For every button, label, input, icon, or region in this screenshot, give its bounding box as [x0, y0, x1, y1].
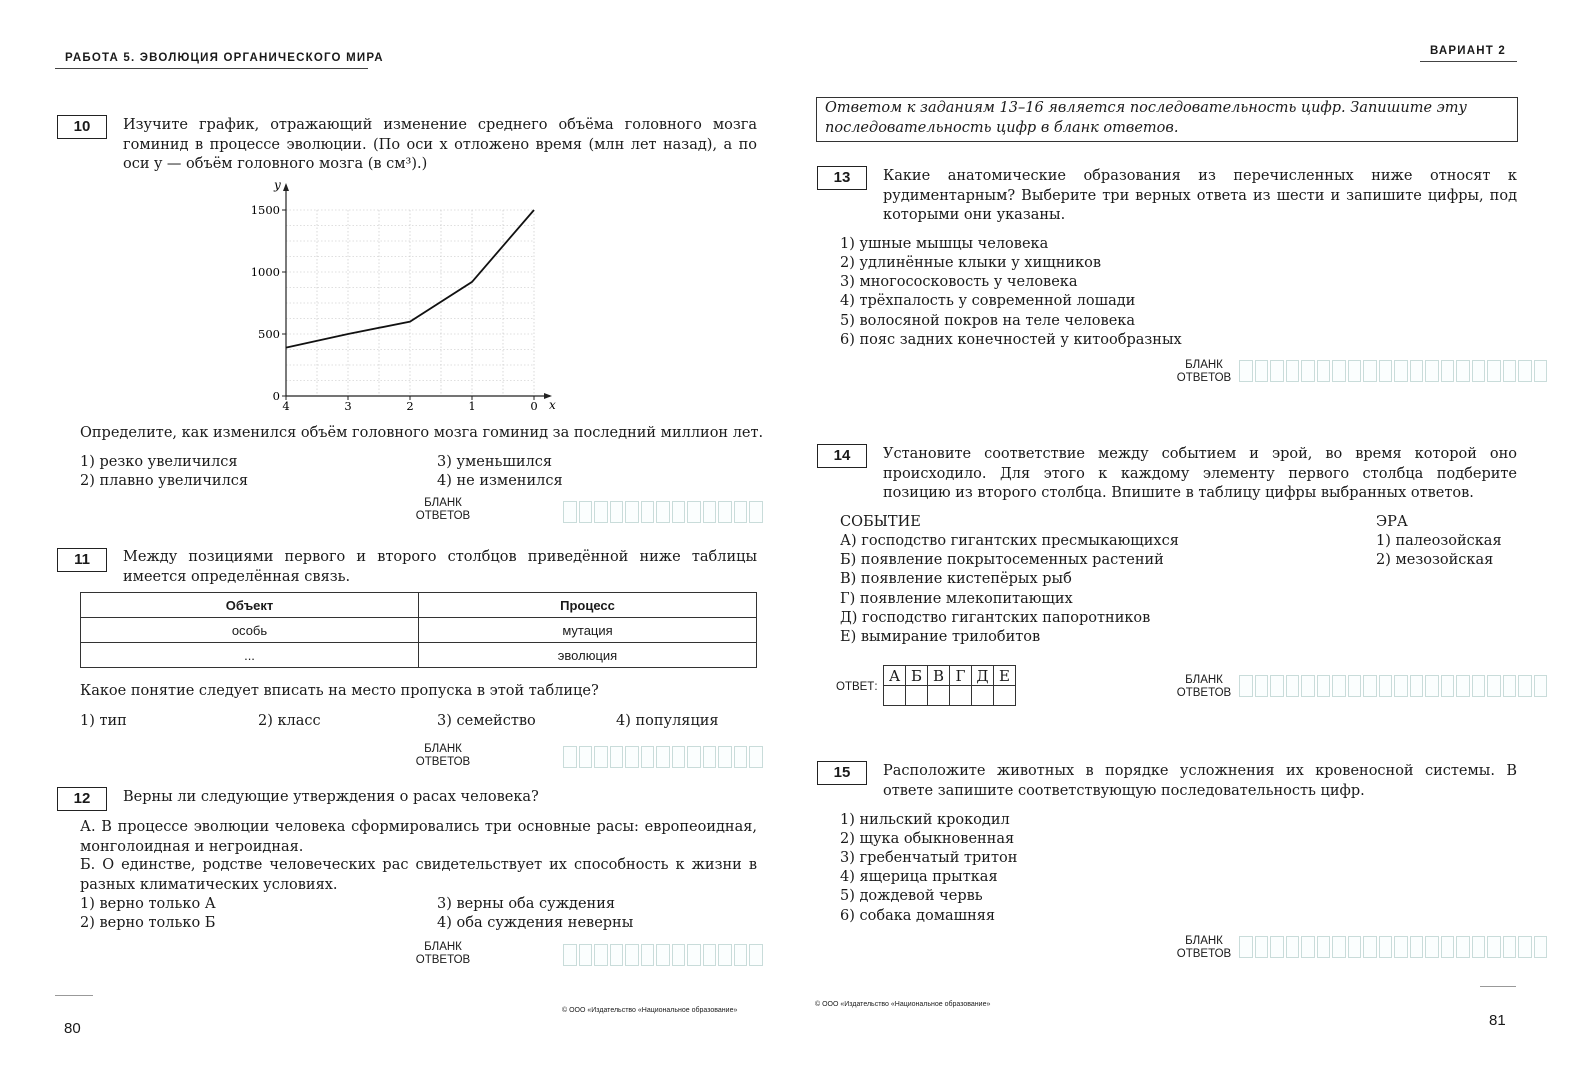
task-13-option-6: 6) пояс задних конечностей у китообразных: [840, 332, 1182, 348]
task-12-statement-a: А. В процессе эволюции человека сформировались три основные расы: европеоидная, монголоидная и негроидная.: [80, 819, 757, 855]
task-number-10: 10: [57, 115, 107, 139]
task-10-text: Изучите график, отражающий изменение среднего объёма головного мозга гоминид в процессе эволюции. (По оси x отложено время (млн лет назад), а по оси y — объём головного мозга (в см³).): [123, 117, 757, 172]
task-11-option-2: 2) класс: [258, 713, 321, 729]
task-15-option-5: 5) дождевой червь: [840, 888, 983, 904]
task-12-option-3: 3) верны оба суждения: [437, 896, 616, 912]
task-13-option-1: 1) ушные мышцы человека: [840, 236, 1049, 252]
chart-grid: [286, 210, 534, 396]
answer-letter: Б: [906, 666, 928, 686]
task-14-event-c: В) появление кистепёрых рыб: [840, 571, 1072, 587]
table-header-process: Процесс: [419, 593, 757, 618]
task-number-14: 14: [817, 444, 867, 468]
answer-blank-label-14: БЛАНК ОТВЕТОВ: [1176, 674, 1232, 699]
answer-cell[interactable]: [884, 686, 906, 706]
y-axis-arrow: [283, 183, 289, 191]
table-header-object: Объект: [81, 593, 419, 618]
answer-letter: В: [928, 666, 950, 686]
task-13-text: Какие анатомические образования из перечисленных ниже относят к рудиментарным? Выберите три верных ответа из шести и запишите цифры, под которыми они указаны.: [883, 168, 1517, 223]
answer-blank-label-15: БЛАНК ОТВЕТОВ: [1176, 935, 1232, 960]
task-15-option-6: 6) собака домашняя: [840, 908, 996, 924]
task-12-text: Верны ли следующие утверждения о расах человека?: [123, 789, 539, 805]
answer-blank-label-13: БЛАНК ОТВЕТОВ: [1176, 359, 1232, 384]
task-15-option-3: 3) гребенчатый тритон: [840, 850, 1018, 866]
x-axis-label: x: [549, 398, 556, 412]
task-number-11: 11: [57, 548, 107, 572]
task-11-table: [80, 592, 757, 668]
task-12-option-4: 4) оба суждения неверны: [437, 915, 634, 931]
left-footer-rule: [55, 995, 93, 996]
task-14-event-f: Е) вымирание трилобитов: [840, 629, 1041, 645]
answer-cells-12[interactable]: [563, 944, 765, 966]
answer-cell[interactable]: [972, 686, 994, 706]
answer-letter: Д: [972, 666, 994, 686]
task-10-option-3: 3) уменьшился: [437, 454, 553, 470]
task-13-option-4: 4) трёхпалость у современной лошади: [840, 293, 1136, 309]
task-14-era-1: 1) палеозойская: [1376, 533, 1502, 549]
task-13-option-5: 5) волосяной покров на теле человека: [840, 313, 1135, 329]
copyright-left: © ООО «Издательство «Национальное образование»: [562, 1007, 738, 1014]
right-header-rule: [1420, 61, 1517, 62]
table-row: [81, 643, 757, 668]
answer-blank-label-11: БЛАНК ОТВЕТОВ: [415, 743, 471, 768]
task-10-option-4: 4) не изменился: [437, 473, 563, 489]
task-13-option-3: 3) многососковость у человека: [840, 274, 1078, 290]
task-11-option-1: 1) тип: [80, 713, 127, 729]
task-15-option-4: 4) ящерица прыткая: [840, 869, 998, 885]
task-10-option-1: 1) резко увеличился: [80, 454, 238, 470]
table-row: [81, 618, 757, 643]
answer-cell[interactable]: [950, 686, 972, 706]
answer-cell[interactable]: [994, 686, 1016, 706]
y-tick-label: 500: [258, 327, 280, 341]
chart-ticks: [251, 178, 556, 413]
instruction-notice: Ответом к заданиям 13–16 является последовательность цифр. Запишите эту последовательность цифр в бланк ответов.: [816, 97, 1518, 142]
task-12-option-2: 2) верно только Б: [80, 915, 216, 931]
task-15-option-1: 1) нильский крокодил: [840, 812, 1010, 828]
task-14-col2-title: ЭРА: [1376, 514, 1408, 530]
table-cell: особь: [81, 618, 419, 643]
task-14-col1-title: СОБЫТИЕ: [840, 514, 921, 530]
task-14-event-e: Д) господство гигантских папоротников: [840, 610, 1151, 626]
table-cell: мутация: [419, 618, 757, 643]
x-tick-label: 0: [530, 399, 538, 413]
task-number-15: 15: [817, 761, 867, 785]
answer-cells-11[interactable]: [563, 746, 765, 768]
y-tick-label: 1500: [250, 203, 280, 217]
page-number-left: 80: [64, 1020, 81, 1037]
page-number-right: 81: [1489, 1012, 1506, 1029]
answer-blank-label-10: БЛАНК ОТВЕТОВ: [415, 497, 471, 522]
right-footer-rule: [1480, 986, 1516, 987]
answer-cells-10[interactable]: [563, 501, 765, 523]
task-12-option-1: 1) верно только А: [80, 896, 216, 912]
task-10-question: Определите, как изменился объём головного мозга гоминид за последний миллион лет.: [80, 425, 764, 441]
task-14-event-d: Г) появление млекопитающих: [840, 591, 1073, 607]
task-14-text: Установите соответствие между событием и эрой, во время которой оно происходило. Для этого к каждому элементу первого столбца подберите позицию из второго столбца. Впишите в таблицу цифры выбранных ответов.: [883, 446, 1517, 501]
task-12-statement-b: Б. О единстве, родстве человеческих рас свидетельствует их способность к жизни в разных климатических условиях.: [80, 857, 757, 893]
x-tick-label: 1: [468, 399, 476, 413]
task-14-event-a: А) господство гигантских пресмыкающихся: [840, 533, 1179, 549]
table-cell: эволюция: [419, 643, 757, 668]
answer-cells-15[interactable]: [1239, 936, 1549, 958]
answer-letter: Е: [994, 666, 1016, 686]
y-tick-label: 1000: [250, 265, 280, 279]
task-14-era-2: 2) мезозойская: [1376, 552, 1494, 568]
task-11-option-4: 4) популяция: [616, 713, 719, 729]
task-number-12: 12: [57, 787, 107, 811]
chart-axes: [283, 183, 552, 399]
right-running-header: ВАРИАНТ 2: [1430, 45, 1506, 57]
brain-volume-chart: [240, 175, 570, 415]
left-running-header: РАБОТА 5. ЭВОЛЮЦИЯ ОРГАНИЧЕСКОГО МИРА: [65, 52, 384, 64]
task-13-option-2: 2) удлинённые клыки у хищников: [840, 255, 1102, 271]
task-10-option-2: 2) плавно увеличился: [80, 473, 249, 489]
answer-cell[interactable]: [928, 686, 950, 706]
task-15-option-2: 2) щука обыкновенная: [840, 831, 1015, 847]
copyright-right: © ООО «Издательство «Национальное образование»: [815, 1001, 991, 1008]
answer-cell[interactable]: [906, 686, 928, 706]
y-tick-label: 0: [272, 389, 280, 403]
answer-letter: Г: [950, 666, 972, 686]
answer-letter: А: [884, 666, 906, 686]
x-tick-label: 3: [344, 399, 352, 413]
task-11-text: Между позициями первого и второго столбцов приведённой ниже таблицы имеется определённая связь.: [123, 549, 757, 585]
task-14-answer-grid: [883, 665, 1016, 706]
x-tick-label: 2: [406, 399, 414, 413]
task-number-13: 13: [817, 166, 867, 190]
task-15-text: Расположите животных в порядке усложнения их кровеносной системы. В ответе запишите соответствующую последовательность цифр.: [883, 763, 1517, 799]
y-axis-label: y: [274, 178, 281, 192]
answer-cells-14[interactable]: [1239, 675, 1549, 697]
answer-label: ОТВЕТ:: [836, 681, 878, 693]
task-11-question: Какое понятие следует вписать на место пропуска в этой таблице?: [80, 683, 599, 699]
x-tick-label: 4: [282, 399, 290, 413]
task-11-option-3: 3) семейство: [437, 713, 536, 729]
answer-blank-label-12: БЛАНК ОТВЕТОВ: [415, 941, 471, 966]
left-header-rule: [55, 68, 368, 69]
table-cell: ...: [81, 643, 419, 668]
answer-cells-13[interactable]: [1239, 360, 1549, 382]
task-14-event-b: Б) появление покрытосеменных растений: [840, 552, 1164, 568]
